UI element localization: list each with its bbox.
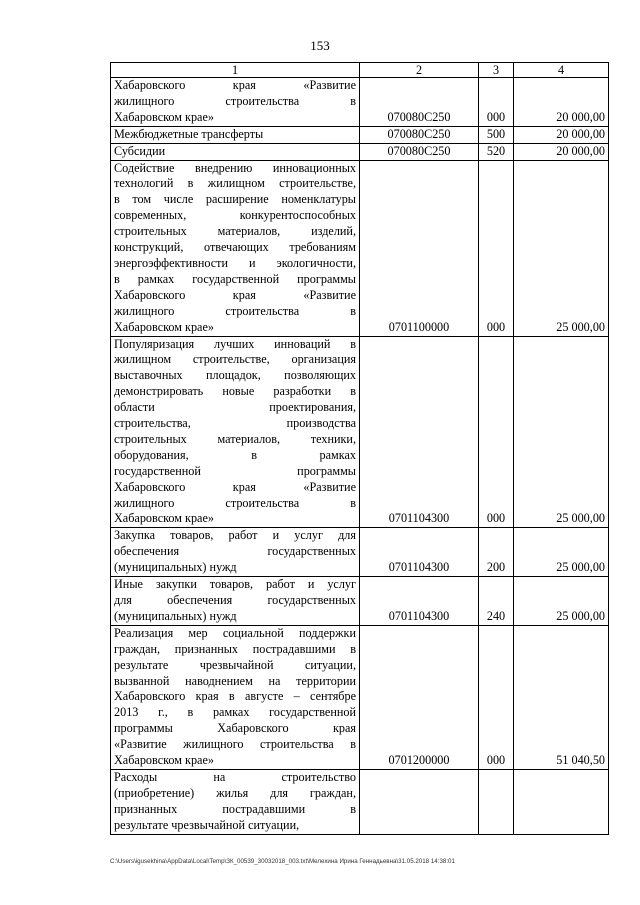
table-row [111,143,609,160]
row-sum-cell: 51 040,50 [514,625,609,769]
row-name-line: (муниципальных) нужд [114,560,237,575]
table-row [111,336,609,528]
row-type-cell: 000 [479,160,514,336]
table-row [111,769,609,834]
row-name-cell [111,769,360,834]
row-name-line: жилищного строительства в [114,93,356,108]
row-sum-cell: 25 000,00 [514,528,609,577]
file-path-footer: C:\Users\igusekhina\AppData\Local\Temp\ЗК_00539_30032018_003.txt\Мелехина Ирина Геннадьевна\31.05.2018 14:38:01 [110,858,455,865]
row-code-cell: 0701200000 [360,625,479,769]
header-col-1: 1 [111,63,360,78]
row-type-cell: 200 [479,528,514,577]
row-name-line: жилищном строительстве, организация [114,352,356,367]
row-name-line: технологий в жилищном строительстве, [114,176,356,191]
row-name-line: Хабаровского края «Развитие [114,78,356,92]
row-code-cell [360,769,479,834]
row-name-line: Хабаровского края в августе – сентябре [114,689,356,704]
row-name-line: Хабаровском крае» [114,511,214,526]
row-code-cell: 070080С250 [360,143,479,160]
row-name-line: в рамках государственной программы [114,271,356,286]
row-name-line: области проектирования, [114,400,356,415]
row-sum-cell: 20 000,00 [514,143,609,160]
row-name-line: Хабаровского края «Развитие [114,479,356,494]
row-name-line: обеспечения государственных [114,544,356,559]
row-name-line: Популяризация лучших инноваций в [114,336,356,351]
row-name-line: выставочных площадок, позволяющих [114,368,356,383]
row-name-cell [111,577,360,626]
row-type-cell: 000 [479,78,514,127]
row-name-line: энергоэффективности и экологичности, [114,255,356,270]
table-row [111,577,609,626]
header-col-2: 2 [360,63,479,78]
row-name-cell [111,336,360,528]
row-sum-cell: 25 000,00 [514,577,609,626]
page-number: 153 [310,38,330,53]
row-name-line: Хабаровского края «Развитие [114,287,356,302]
row-name-line: (муниципальных) нужд [114,608,237,623]
table-row [111,78,609,127]
row-name-line: результате чрезвычайной ситуации, [114,817,300,832]
row-code-cell: 0701100000 [360,160,479,336]
row-name-cell [111,143,360,160]
row-code-cell: 070080С250 [360,126,479,143]
row-name-line: результате чрезвычайной ситуации, [114,657,356,672]
row-type-cell: 240 [479,577,514,626]
row-name-line: «Развитие жилищного строительства в [114,737,356,752]
row-sum-cell: 20 000,00 [514,126,609,143]
row-name-line: конструкций, отвечающих требованиям [114,240,356,255]
row-name-line: Закупка товаров, работ и услуг для [114,528,356,543]
row-name-line: 2013 г., в рамках государственной [114,705,356,720]
row-name-line: строительных материалов, техники, [114,431,356,446]
row-name-cell [111,126,360,143]
row-name-line: Хабаровском крае» [114,319,214,334]
row-type-cell [479,769,514,834]
row-name-line: в том числе расширение номенклатуры [114,192,356,207]
row-name-line: Субсидии [114,143,166,158]
header-col-3: 3 [479,63,514,78]
row-sum-cell [514,769,609,834]
table-body [111,78,609,835]
row-name-line: Хабаровском крае» [114,109,214,124]
row-name-line: граждан, признанных пострадавшими в [114,641,356,656]
row-name-line: строительных материалов, изделий, [114,224,356,239]
row-type-cell: 000 [479,336,514,528]
row-name-line: оборудования, в рамках [114,447,356,462]
row-name-line: строительства, производства [114,416,356,431]
header-col-4: 4 [514,63,609,78]
row-code-cell: 0701104300 [360,528,479,577]
row-code-cell: 0701104300 [360,577,479,626]
row-code-cell: 070080С250 [360,78,479,127]
row-sum-cell: 20 000,00 [514,78,609,127]
table-row [111,528,609,577]
row-type-cell: 500 [479,126,514,143]
row-name-line: Иные закупки товаров, работ и услуг [114,577,356,592]
row-name-cell [111,78,360,127]
row-name-line: государственной программы [114,463,356,478]
header-row [111,63,609,78]
row-type-cell: 520 [479,143,514,160]
row-name-line: программы Хабаровского края [114,721,356,736]
budget-table [110,62,609,835]
row-code-cell: 0701104300 [360,336,479,528]
row-name-line: признанных пострадавшими в [114,801,356,816]
row-name-line: Хабаровском крае» [114,753,214,768]
table-row [111,160,609,336]
row-name-line: вызванной наводнением на территории [114,673,356,688]
row-name-line: современных, конкурентоспособных [114,208,356,223]
row-name-cell [111,625,360,769]
row-name-line: (приобретение) жилья для граждан, [114,785,356,800]
table-row [111,625,609,769]
row-name-line: для обеспечения государственных [114,593,356,607]
row-name-line: жилищного строительства в [114,495,356,510]
row-sum-cell: 25 000,00 [514,160,609,336]
row-name-line: Межбюджетные трансферты [114,126,264,141]
row-name-line: Расходы на строительство [114,769,356,784]
row-name-line: жилищного строительства в [114,303,356,318]
row-type-cell: 000 [479,625,514,769]
row-name-cell [111,160,360,336]
row-name-cell [111,528,360,577]
row-name-line: Содействие внедрению инновационных [114,160,356,175]
row-name-line: Реализация мер социальной поддержки [114,625,356,640]
table-row [111,126,609,143]
row-sum-cell: 25 000,00 [514,336,609,528]
row-name-line: демонстрировать новые разработки в [114,384,356,399]
